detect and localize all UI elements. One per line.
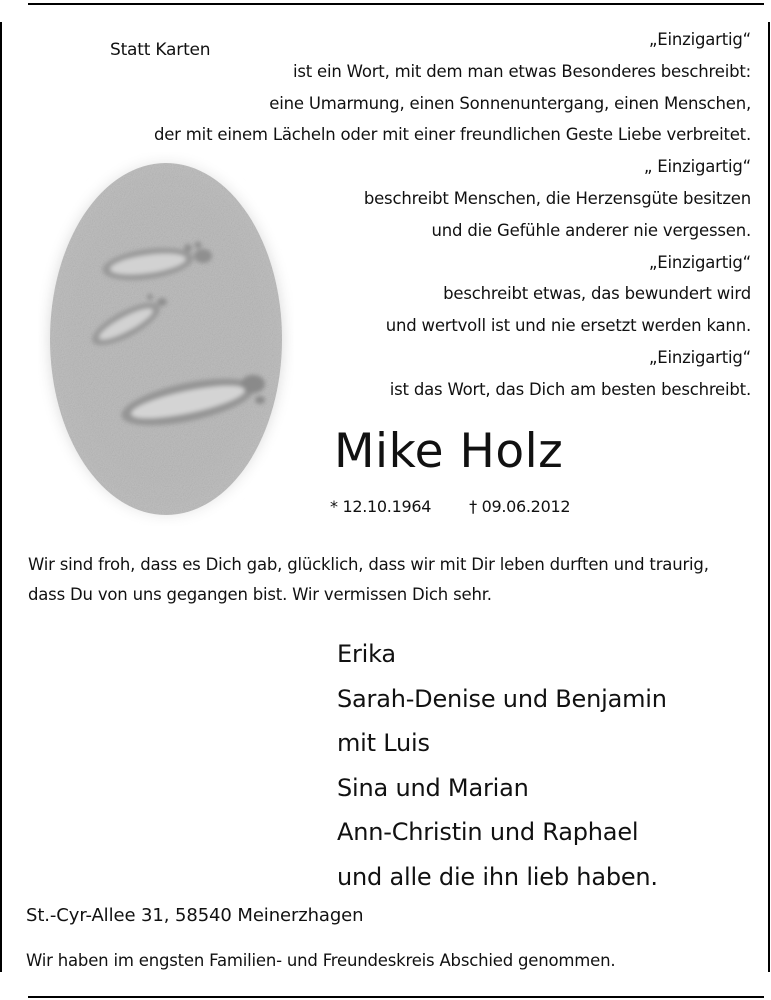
death-date: † 09.06.2012 — [469, 497, 571, 516]
poem-line: und wertvoll ist und nie ersetzt werden kann. — [385, 316, 751, 336]
family-signatures — [337, 632, 667, 899]
top-border — [28, 3, 764, 5]
poem-line: „Einzigartig“ — [648, 30, 751, 49]
message-line: dass Du von uns gegangen bist. Wir vermissen Dich sehr. — [28, 585, 492, 604]
footprints-in-sand-image — [38, 152, 294, 526]
poem-line: „ Einzigartig“ — [643, 157, 751, 177]
family-line: Erika — [337, 640, 396, 668]
poem-line: eine Umarmung, einen Sonnenuntergang, einen Menschen, — [269, 93, 751, 113]
family-line: mit Luis — [337, 729, 430, 757]
poem-line: ist ein Wort, mit dem man etwas Besonderes beschreibt: — [292, 61, 751, 81]
condolence-message — [28, 550, 748, 610]
left-border — [0, 22, 2, 972]
poem-line: ist das Wort, das Dich am besten beschreibt. — [389, 379, 751, 399]
bottom-border — [28, 996, 764, 998]
poem-line: beschreibt etwas, das bewundert wird — [443, 284, 751, 304]
poem-line: beschreibt Menschen, die Herzensgüte besitzen — [363, 188, 751, 208]
farewell-note: Wir haben im engsten Familien- und Freundeskreis Abschied genommen. — [26, 951, 616, 970]
address: St.-Cyr-Allee 31, 58540 Meinerzhagen — [26, 905, 364, 926]
sand-oval-icon — [38, 152, 294, 526]
life-dates — [330, 497, 570, 516]
family-line: Sina und Marian — [337, 773, 529, 802]
poem-line: und die Gefühle anderer nie vergessen. — [431, 220, 751, 240]
family-line: Ann-Christin und Raphael — [337, 818, 639, 846]
poem-line: „Einzigartig“ — [648, 252, 751, 272]
right-border — [768, 22, 770, 972]
statt-karten-label: Statt Karten — [110, 40, 211, 60]
deceased-name: Mike Holz — [334, 424, 564, 479]
birth-date: * 12.10.1964 — [330, 497, 432, 516]
poem-line: „Einzigartig“ — [648, 347, 751, 367]
message-line: Wir sind froh, dass es Dich gab, glücklich, dass wir mit Dir leben durften und traurig, — [28, 555, 709, 574]
family-line: und alle die ihn lieb haben. — [337, 862, 658, 891]
family-line: Sarah-Denise und Benjamin — [337, 684, 667, 713]
poem-line: der mit einem Lächeln oder mit einer freundlichen Geste Liebe verbreitet. — [153, 125, 751, 145]
